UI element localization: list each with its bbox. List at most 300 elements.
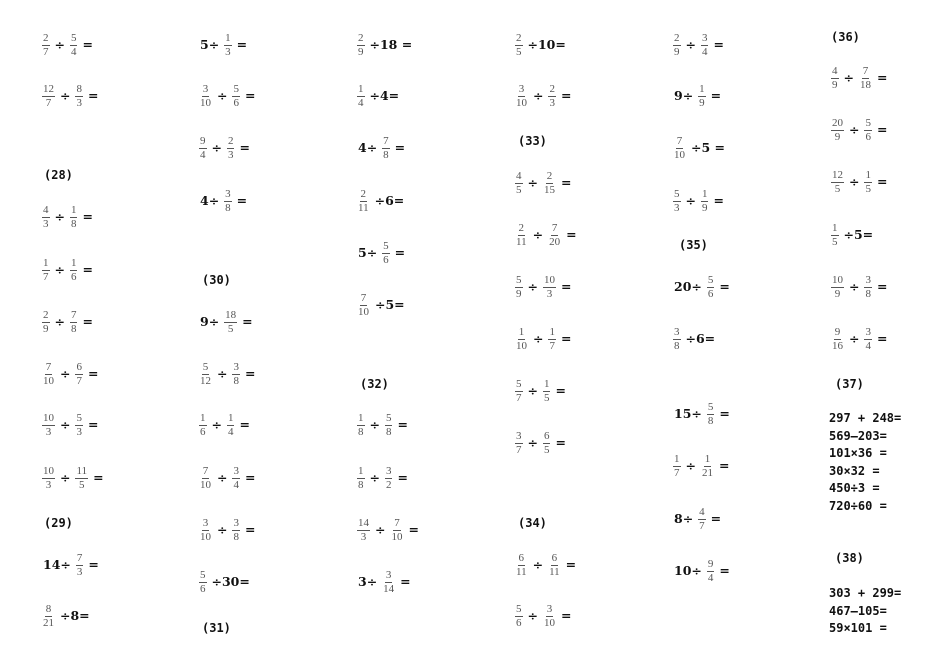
operator-text: = [82,262,93,278]
numerator: 5 [383,240,389,252]
operator-text: = [876,174,888,190]
problem [355,136,408,161]
operator-text: ÷ [211,417,222,433]
denominator: 4 [358,97,364,109]
numerator: 2 [360,188,367,200]
problem [355,33,415,58]
fraction [515,223,528,248]
problem [513,84,574,109]
operator-text: = [719,406,730,422]
fraction [232,518,240,543]
problem [197,413,253,438]
fraction [515,604,523,629]
denominator: 7 [43,46,49,58]
numerator: 7 [360,292,367,304]
fraction [543,431,551,456]
operator-text: = [244,366,256,382]
numerator: 7 [551,222,558,234]
fraction [232,466,240,491]
fraction [864,118,872,143]
fraction [543,379,551,404]
operator-text: = [560,608,572,624]
numerator: 9 [707,558,714,570]
fraction [515,171,523,196]
operator-text: = [560,279,572,295]
denominator: 7 [76,375,82,387]
calc-line: 467—105= [829,603,887,618]
problem [513,327,574,352]
denominator: 9 [832,79,838,91]
denominator: 5 [516,184,522,196]
problem [671,189,727,214]
fraction [543,604,556,629]
numerator: 7 [676,135,683,147]
section-heading: (28) [44,168,73,182]
numerator: 1 [227,412,234,424]
denominator: 8 [70,323,77,335]
operator-text: ÷5 = [691,140,725,156]
fraction [357,413,365,438]
operator-text: ÷ [685,37,696,53]
denominator: 10 [543,617,555,629]
fraction [831,327,844,352]
operator-text: 5÷ [200,37,220,53]
operator-text: ÷ [369,470,380,486]
denominator: 20 [549,236,561,248]
fraction [70,205,78,230]
numerator: 1 [543,378,550,390]
problem [513,379,569,404]
operator-text: = [244,88,256,104]
operator-text: ÷ [54,209,65,225]
numerator: 5 [200,569,206,581]
numerator: 3 [385,569,392,581]
numerator: 20 [832,117,843,129]
problem [355,570,414,595]
denominator: 14 [383,583,395,595]
fraction [707,275,715,300]
numerator: 5 [516,274,522,286]
fraction [673,454,681,479]
problem [829,66,890,91]
denominator: 12 [200,375,211,387]
calc-list-37 [829,410,901,515]
numerator: 18 [225,309,237,321]
fraction [70,310,78,335]
operator-text: ÷ [685,458,696,474]
operator-text: 3÷ [358,574,378,590]
operator-text: ÷ [843,70,854,86]
section-heading: (30) [202,273,231,287]
problem [355,241,408,266]
fraction [548,553,561,578]
denominator: 7 [516,444,522,456]
denominator: 3 [43,218,49,230]
numerator: 5 [233,83,239,95]
numerator: 4 [699,506,705,518]
fraction [515,327,528,352]
problem [513,431,569,456]
operator-text: ÷ [849,331,860,347]
fraction [70,33,78,58]
fraction [864,327,872,352]
operator-text: = [244,470,256,486]
problem [197,189,250,214]
operator-text: = [710,511,722,527]
section-heading: (37) [835,377,864,391]
fraction [701,33,709,58]
fraction [698,507,706,532]
numerator: 1 [358,412,364,424]
fraction [831,118,844,143]
fraction [385,413,393,438]
problem [197,362,258,387]
numerator: 11 [76,465,88,477]
numerator: 1 [674,453,680,465]
numerator: 5 [76,412,82,424]
operator-text: = [876,331,888,347]
problem [513,33,569,58]
denominator: 8 [358,426,364,438]
numerator: 3 [516,430,522,442]
fraction [515,275,523,300]
operator-text: ÷ [217,366,228,382]
denominator: 3 [546,288,553,300]
numerator: 9 [834,326,841,338]
numerator: 5 [516,378,522,390]
operator-text: ÷ [532,227,544,243]
problem [355,293,408,318]
problem [197,570,253,595]
numerator: 7 [70,309,77,321]
operator-text: = [408,522,419,538]
denominator: 6 [516,617,522,629]
denominator: 5 [516,46,522,58]
fraction [42,466,55,491]
calc-line: 720÷60 = [829,498,887,513]
operator-text: ÷ [527,279,538,295]
calc-line: 450÷3 = [829,481,880,495]
denominator: 5 [865,183,871,195]
operator-text: = [713,193,724,209]
denominator: 8 [70,218,77,230]
numerator: 3 [518,83,525,95]
numerator: 9 [200,135,206,147]
problem [829,170,890,195]
operator-text: = [565,557,577,573]
denominator: 10 [200,97,211,109]
operator-text: ÷ [217,522,228,538]
fraction [543,275,556,300]
operator-text: 8÷ [674,511,694,527]
denominator: 8 [225,202,231,214]
fraction [227,413,235,438]
problem [829,118,890,143]
fraction [548,84,556,109]
fraction [224,33,232,58]
fraction [357,466,365,491]
operator-text: 4÷ [200,193,220,209]
fraction [199,570,207,595]
denominator: 10 [358,306,369,318]
numerator: 14 [358,517,369,529]
denominator: 7 [45,97,52,109]
operator-text: = [719,279,730,295]
numerator: 8 [76,83,82,95]
operator-text: = [560,331,572,347]
numerator: 2 [674,32,680,44]
problem [671,136,728,161]
fraction [357,518,370,543]
problem [829,327,890,352]
numerator: 5 [202,361,209,373]
denominator: 5 [543,392,550,404]
numerator: 1 [43,257,49,269]
problem [671,507,724,532]
denominator: 8 [674,340,680,352]
denominator: 10 [516,340,527,352]
fraction [42,84,55,109]
denominator: 8 [233,375,239,387]
fraction [70,258,78,283]
operator-text: ÷ [217,88,228,104]
fraction [698,84,706,109]
numerator: 2 [227,135,234,147]
numerator: 3 [202,83,209,95]
problem [197,33,250,58]
numerator: 6 [76,361,82,373]
section-heading: (33) [518,134,547,148]
denominator: 5 [227,323,234,335]
operator-text: = [876,122,888,138]
problem [197,466,258,491]
numerator: 6 [518,552,525,564]
denominator: 8 [707,415,714,427]
fraction [548,223,561,248]
operator-text: ÷ [849,174,860,190]
denominator: 4 [233,479,239,491]
denominator: 3 [674,202,680,214]
operator-text: 9÷ [200,314,220,330]
problem [40,604,93,629]
operator-text: = [397,417,408,433]
denominator: 3 [227,149,234,161]
denominator: 4 [227,426,234,438]
numerator: 2 [516,32,522,44]
operator-text: ÷5= [375,297,405,313]
denominator: 11 [358,202,369,214]
denominator: 8 [358,479,364,491]
numerator: 5 [516,603,522,615]
numerator: 2 [518,222,525,234]
fraction [42,205,50,230]
operator-text: = [236,193,248,209]
operator-text: ÷4= [369,88,400,104]
section-heading: (31) [202,621,231,635]
operator-text: ÷8= [60,608,90,624]
denominator: 11 [516,236,527,248]
operator-text: ÷ [217,470,228,486]
problem [40,466,107,491]
denominator: 10 [43,375,54,387]
operator-text: = [710,88,722,104]
denominator: 15 [543,184,555,196]
operator-text: = [87,366,99,382]
calc-line: 303 + 299= [829,586,902,600]
numerator: 5 [385,412,392,424]
numerator: 1 [358,465,364,477]
fraction [831,275,844,300]
fraction [707,559,715,584]
numerator: 4 [516,170,522,182]
numerator: 3 [225,188,231,200]
denominator: 9 [43,323,49,335]
problem [40,33,96,58]
denominator: 2 [385,479,392,491]
fraction [227,136,235,161]
fraction [707,402,715,427]
denominator: 10 [200,531,211,543]
problem [40,258,96,283]
operator-text: ÷ [60,88,71,104]
numerator: 12 [43,83,54,95]
denominator: 3 [76,426,82,438]
numerator: 3 [385,465,392,477]
calc-list-38 [829,585,901,638]
fraction [382,136,390,161]
operator-text: = [87,88,99,104]
fraction [543,171,556,196]
fraction [357,189,370,214]
fraction [232,84,240,109]
operator-text: = [555,383,566,399]
denominator: 3 [549,97,555,109]
fraction [515,431,523,456]
numerator: 3 [233,517,239,529]
denominator: 5 [834,183,841,195]
denominator: 8 [865,288,871,300]
problem [40,413,101,438]
problem [355,84,402,109]
fraction [75,362,83,387]
numerator: 7 [862,65,869,77]
numerator: 7 [76,552,83,564]
numerator: 3 [865,274,871,286]
denominator: 10 [391,531,403,543]
denominator: 5 [79,479,85,491]
problem [513,604,574,629]
numerator: 1 [70,257,77,269]
fraction [673,327,681,352]
fraction [515,33,523,58]
operator-text: = [394,140,406,156]
numerator: 2 [43,309,49,321]
operator-text: = [876,70,888,86]
denominator: 6 [865,131,871,143]
fraction [42,310,50,335]
numerator: 3 [202,517,209,529]
problem [671,275,733,300]
calc-line: 59×101 = [829,621,887,635]
problem [197,310,256,335]
operator-text: = [718,458,730,474]
denominator: 21 [43,617,54,629]
denominator: 9 [699,97,705,109]
section-heading: (38) [835,551,864,565]
numerator: 1 [704,453,711,465]
numerator: 7 [383,135,389,147]
numerator: 12 [832,169,843,181]
fraction [831,66,839,91]
operator-text: 10÷ [674,563,702,579]
denominator: 6 [200,583,206,595]
denominator: 9 [516,288,522,300]
fraction [515,553,528,578]
calc-line: 297 + 248= [829,411,902,425]
denominator: 6 [707,288,714,300]
fraction [390,518,403,543]
problem [197,518,258,543]
operator-text: ÷ [369,417,380,433]
denominator: 10 [516,97,527,109]
fraction [42,362,55,387]
denominator: 18 [859,79,871,91]
problem [40,310,96,335]
problem [197,84,258,109]
fraction [42,604,55,629]
fraction [224,310,237,335]
numerator: 6 [551,552,558,564]
operator-text: = [239,417,250,433]
numerator: 1 [865,169,871,181]
operator-text: = [876,279,888,295]
problem [513,553,579,578]
fraction [232,362,240,387]
problem [829,223,876,248]
numerator: 10 [832,274,843,286]
operator-text: ÷ [849,279,860,295]
calc-line: 30×32 = [829,463,880,478]
numerator: 10 [43,465,54,477]
denominator: 3 [45,426,52,438]
numerator: 8 [45,603,52,615]
denominator: 8 [385,426,392,438]
numerator: 3 [674,326,680,338]
fraction [673,136,686,161]
denominator: 4 [865,340,871,352]
operator-text: ÷ [527,383,538,399]
operator-text: = [397,470,408,486]
operator-text: = [719,563,730,579]
fraction [75,466,88,491]
problem [40,553,102,578]
fraction [864,275,872,300]
fraction [357,33,365,58]
section-heading: (29) [44,516,73,530]
denominator: 9 [834,131,841,143]
fraction [382,241,390,266]
numerator: 4 [832,65,838,77]
operator-text: = [566,227,577,243]
operator-text: = [394,245,406,261]
operator-text: ÷6= [685,331,716,347]
numerator: 10 [543,274,555,286]
fraction [515,84,528,109]
denominator: 16 [832,340,843,352]
numerator: 3 [233,361,239,373]
fraction [224,189,232,214]
denominator: 10 [200,479,211,491]
